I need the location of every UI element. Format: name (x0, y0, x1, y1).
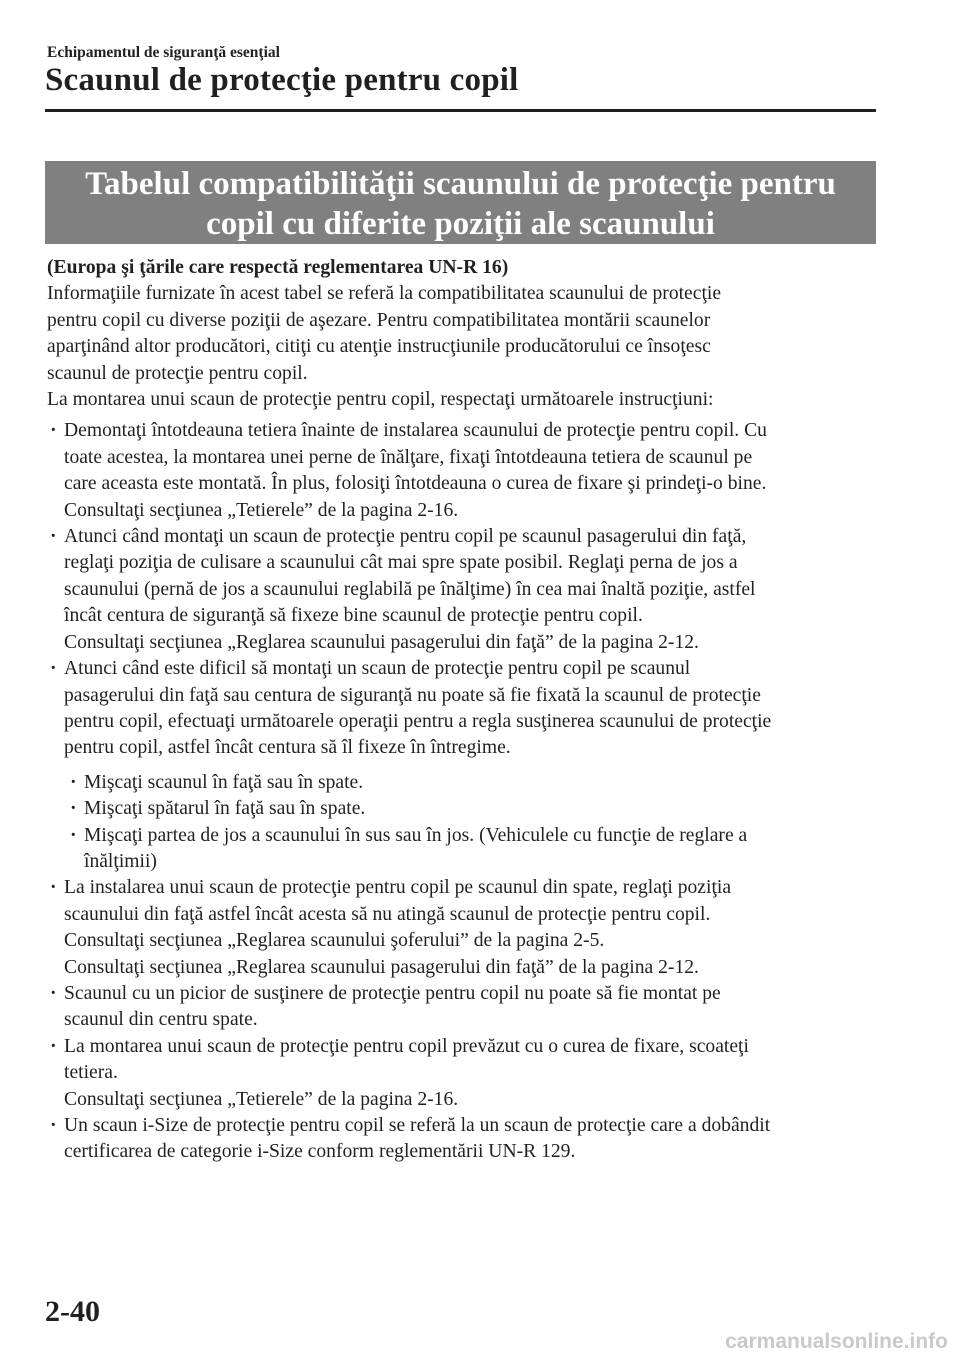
cross-reference: Consultaţi secţiunea „Reglarea scaunului şoferului” de la pagina 2-5. (64, 930, 605, 952)
section-title-banner (45, 161, 876, 244)
sub-list-item (67, 823, 887, 876)
cross-reference: Consultaţi secţiunea „Tetierele” de la pagina 2-16. (64, 1088, 459, 1110)
text-line: · Mişcaţi partea de jos a scaunului în sus sau în jos. (Vehiculele cu funcţie de reglare a (84, 824, 748, 846)
text-line: La montarea unui scaun de protecţie pentru copil, respectaţi următoarele instrucţiuni: (47, 389, 714, 411)
list-item (47, 981, 887, 1034)
text-line: care aceasta este montată. În plus, folosiţi întotdeauna o curea de fixare şi prindeţi-o bine. (64, 473, 767, 495)
text-line: scaunul de protecţie pentru copil. (47, 362, 308, 384)
text-line: încât centura de siguranţă să fixeze bine scaunul de protecţie pentru copil. (64, 605, 643, 627)
text-line: scaunului din faţă astfel încât acesta să nu atingă scaunul de protecţie pentru copil. (64, 903, 711, 925)
banner-title-line-2: copil cu diferite poziţii ale scaunului (206, 206, 715, 242)
text-line: pentru copil cu diverse poziţii de aşezare. Pentru compatibilitatea montării scaunelor (47, 309, 711, 331)
text-line: · Mişcaţi scaunul în faţă sau în spate. (84, 771, 364, 793)
cross-reference: Consultaţi secţiunea „Reglarea scaunului pasagerului din faţă” de la pagina 2-12. (64, 956, 699, 978)
text-line: toate acestea, la montarea unei perne de înălţare, fixaţi întotdeauna tetiera de scaunul pe (64, 446, 753, 468)
text-line: reglaţi poziţia de culisare a scaunului cât mai spre spate posibil. Reglaţi perna de jos a (64, 552, 738, 574)
text-line: · Demontaţi întotdeauna tetiera înainte de instalarea scaunului de protecţie pentru copil. Cu (64, 420, 767, 442)
sub-list-item (67, 796, 887, 822)
text-line: certificarea de categorie i-Size conform reglementării UN-R 129. (64, 1141, 576, 1163)
list-item (47, 418, 887, 524)
text-line: Informaţiile furnizate în acest tabel se referă la compatibilitatea scaunului de protecţie (47, 283, 722, 305)
banner-title-line-1: Tabelul compatibilităţii scaunului de protecţie pentru (85, 166, 836, 202)
chapter-title: Scaunul de protecţie pentru copil (45, 62, 519, 98)
list-item (47, 1034, 887, 1113)
list-item (47, 1113, 887, 1166)
page-content (47, 255, 887, 1166)
text-line: · Atunci când montaţi un scaun de protecţie pentru copil pe scaunul pasagerului din faţă, (64, 526, 747, 548)
text-line: tetiera. (64, 1062, 118, 1084)
text-line: pasagerului din faţă sau centura de siguranţă nu poate să fie fixată la scaunul de protecţie (64, 684, 761, 706)
list-item (47, 875, 887, 981)
section-label: Echipamentul de siguranţă esenţial (47, 44, 280, 61)
text-line: · Scaunul cu un picior de susţinere de protecţie pentru copil nu poate să fie montat pe (64, 982, 721, 1004)
cross-reference: Consultaţi secţiunea „Reglarea scaunului pasagerului din faţă” de la pagina 2-12. (64, 631, 699, 653)
text-line: pentru copil, astfel încât centura să îl fixeze în întregime. (64, 737, 511, 759)
page-number: 2-40 (45, 1295, 100, 1328)
region-heading: (Europa şi ţările care respectă reglementarea UN-R 16) (47, 257, 509, 278)
text-line: scaunul din centru spate. (64, 1009, 258, 1031)
list-item (47, 524, 887, 656)
header-divider (45, 109, 876, 112)
text-line: · La montarea unui scaun de protecţie pentru copil prevăzut cu o curea de fixare, scoateţi (64, 1035, 749, 1057)
text-line: înălţimii) (84, 850, 157, 872)
instruction-list-continued (47, 875, 887, 1165)
text-line: pentru copil, efectuaţi următoarele operaţii pentru a regla susţinerea scaunului de protecţie (64, 710, 772, 732)
text-line: aparţinând altor producători, citiţi cu atenţie instrucţiunile producătorului ce însoţesc (47, 336, 711, 358)
text-line: · Atunci când este dificil să montaţi un scaun de protecţie pentru copil pe scaunul (64, 658, 691, 680)
sub-list-item (67, 770, 887, 796)
text-line: scaunului (pernă de jos a scaunului reglabilă pe înălţime) în cea mai înaltă poziţie, astfel (64, 578, 756, 600)
list-item (47, 656, 887, 762)
watermark: carmanualsonline.info (725, 1330, 948, 1353)
cross-reference: Consultaţi secţiunea „Tetierele” de la pagina 2-16. (64, 499, 459, 521)
text-line: · Mişcaţi spătarul în faţă sau în spate. (84, 798, 366, 820)
text-line: · La instalarea unui scaun de protecţie pentru copil pe scaunul din spate, reglaţi poziţia (64, 877, 732, 899)
text-line: · Un scaun i-Size de protecţie pentru copil se referă la un scaun de protecţie care a dobândit (64, 1115, 771, 1136)
adjustment-sub-list (47, 770, 887, 876)
instruction-list (47, 418, 887, 761)
intro-paragraph (47, 281, 887, 413)
